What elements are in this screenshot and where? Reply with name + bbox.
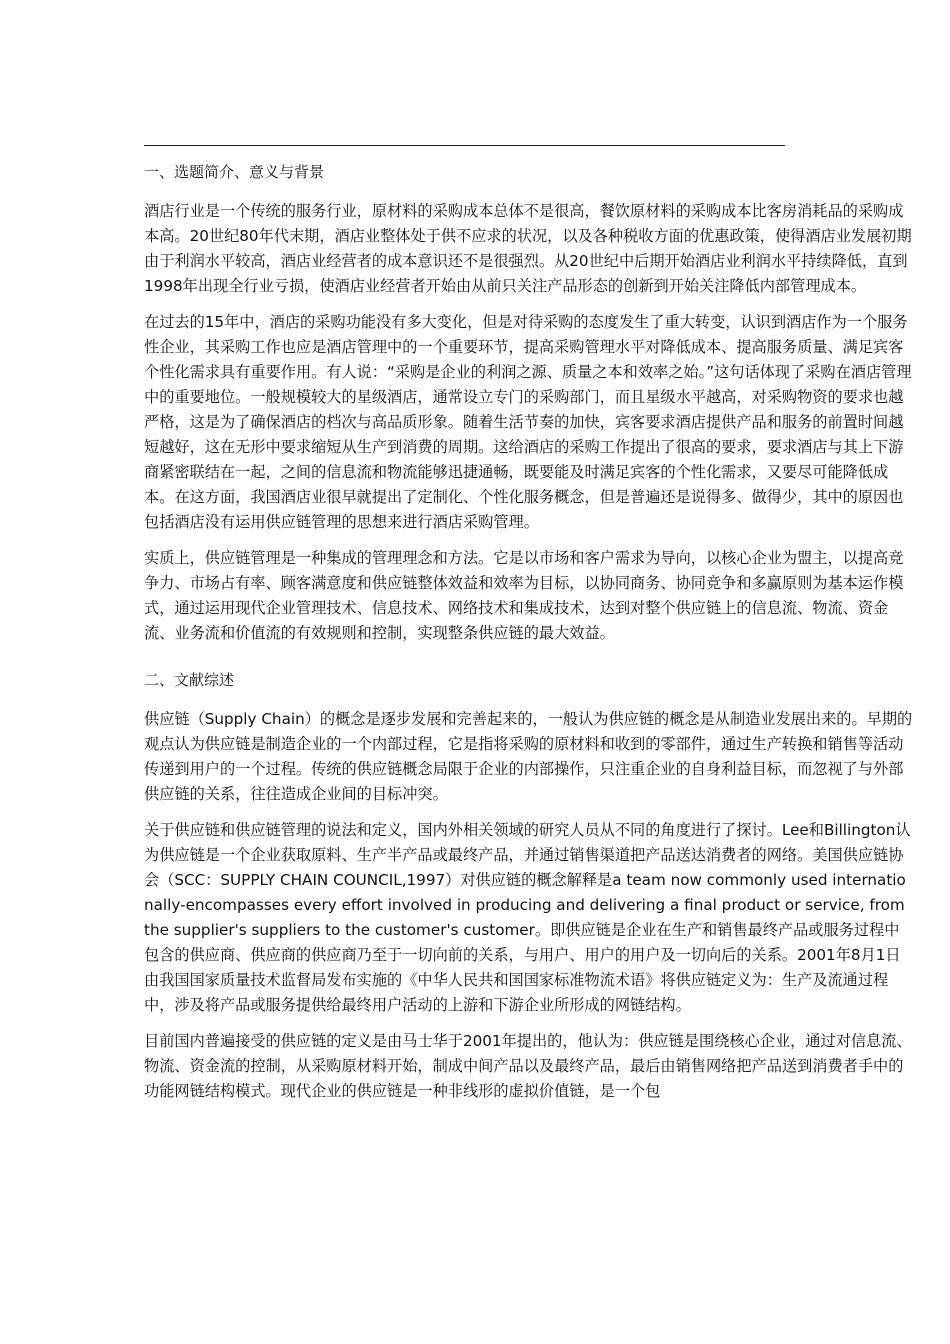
paragraph: 目前国内普遍接受的供应链的定义是由马士华于2001年提出的，他认为：供应链是围绕核心企业，通过对信息流、物流、资金流的控制，从采购原材料开始，制成中间产品以及最终产品，最后由销售网络把产品送到消费者手中的功能网链结构模式。现代企业的供应链是一种非线形的虚拟价值链，是一个包 [144, 1032, 912, 1100]
paragraph: 实质上，供应链管理是一种集成的管理理念和方法。它是以市场和客户需求为导向，以核心企业为盟主，以提高竞争力、市场占有率、顾客满意度和供应链整体效益和效率为目标，以协同商务、协同竞争和多赢原则为基本运作模式，通过运用现代企业管理技术、信息技术、网络技术和集成技术，达到对整个供应链上的信息流、物流、资金流、业务流和价值流的有效规则和控制，实现整条供应链的最大效益。 [144, 549, 904, 642]
paragraph: 关于供应链和供应链管理的说法和定义，国内外相关领域的研究人员从不同的角度进行了探讨。Lee和Billington认为供应链是一个企业获取原料、生产半产品或最终产品，并通过销售渠道把产品送达消费者的网络。美国供应链协会（SCC：SUPPLY CHAIN COUNCIL,1997）对供应链的概念解释是a team now commonly used internationally-encompasses every effort involved in producing and delivering a final product or service, from the supplier's suppliers to the customer's customer。即供应链是企业在生产和销售最终产品或服务过程中包含的供应商、供应商的供应商乃至于一切向前的关系，与用户、用户的用户及一切向后的关系。2001年8月1日由我国国家质量技术监督局发布实施的《中华人民共和国国家标准物流术语》将供应链定义为：生产及流通过程中，涉及将产品或服务提供给最终用户活动的上游和下游企业所形成的网链结构。 [144, 821, 911, 1014]
paragraph: 在过去的15年中，酒店的采购功能没有多大变化，但是对待采购的态度发生了重大转变，认识到酒店作为一个服务性企业，其采购工作也应是酒店管理中的一个重要环节，提高采购管理水平对降低成本、提高服务质量、满足宾客个性化需求具有重要作用。有人说：“采购是企业的利润之源、质量之本和效率之始。”这句话体现了采购在酒店管理中的重要地位。一般规模较大的星级酒店，通常设立专门的采购部门，而且星级水平越高，对采购物资的要求也越严格，这是为了确保酒店的档次与高品质形象。随着生活节奏的加快，宾客要求酒店提供产品和服务的前置时间越短越好，这在无形中要求缩短从生产到消费的周期。这给酒店的采购工作提出了很高的要求，要求酒店与其上下游商紧密联结在一起，之间的信息流和物流能够迅捷通畅，既要能及时满足宾客的个性化需求，又要尽可能降低成本。在这方面，我国酒店业很早就提出了定制化、个性化服务概念，但是普遍还是说得多、做得少，其中的原因也包括酒店没有运用供应链管理的思想来进行酒店采购管理。 [144, 313, 912, 531]
paragraph: 供应链（Supply Chain）的概念是逐步发展和完善起来的，一般认为供应链的概念是从制造业发展出来的。早期的观点认为供应链是制造企业的一个内部过程，它是指将采购的原材料和收到的零部件，通过生产转换和销售等活动传递到用户的一个过程。传统的供应链概念局限于企业的内部操作，只注重企业的自身利益目标，而忽视了与外部供应链的关系，往往造成企业间的目标冲突。 [144, 710, 913, 803]
header-rule [144, 145, 785, 146]
section-heading-2: 二、文献综述 [144, 671, 235, 689]
section-heading-1: 一、选题简介、意义与背景 [144, 163, 325, 181]
paragraph: 酒店行业是一个传统的服务行业，原材料的采购成本总体不是很高，餐饮原材料的采购成本比客房消耗品的采购成本高。20世纪80年代末期，酒店业整体处于供不应求的状况，以及各种税收方面的优惠政策，使得酒店业发展初期由于利润水平较高，酒店业经营者的成本意识还不是很强烈。从20世纪中后期开始酒店业利润水平持续降低，直到1998年出现全行业亏损，使酒店业经营者开始由从前只关注产品形态的创新到开始关注降低内部管理成本。 [144, 202, 912, 295]
document-body [144, 160, 914, 1115]
